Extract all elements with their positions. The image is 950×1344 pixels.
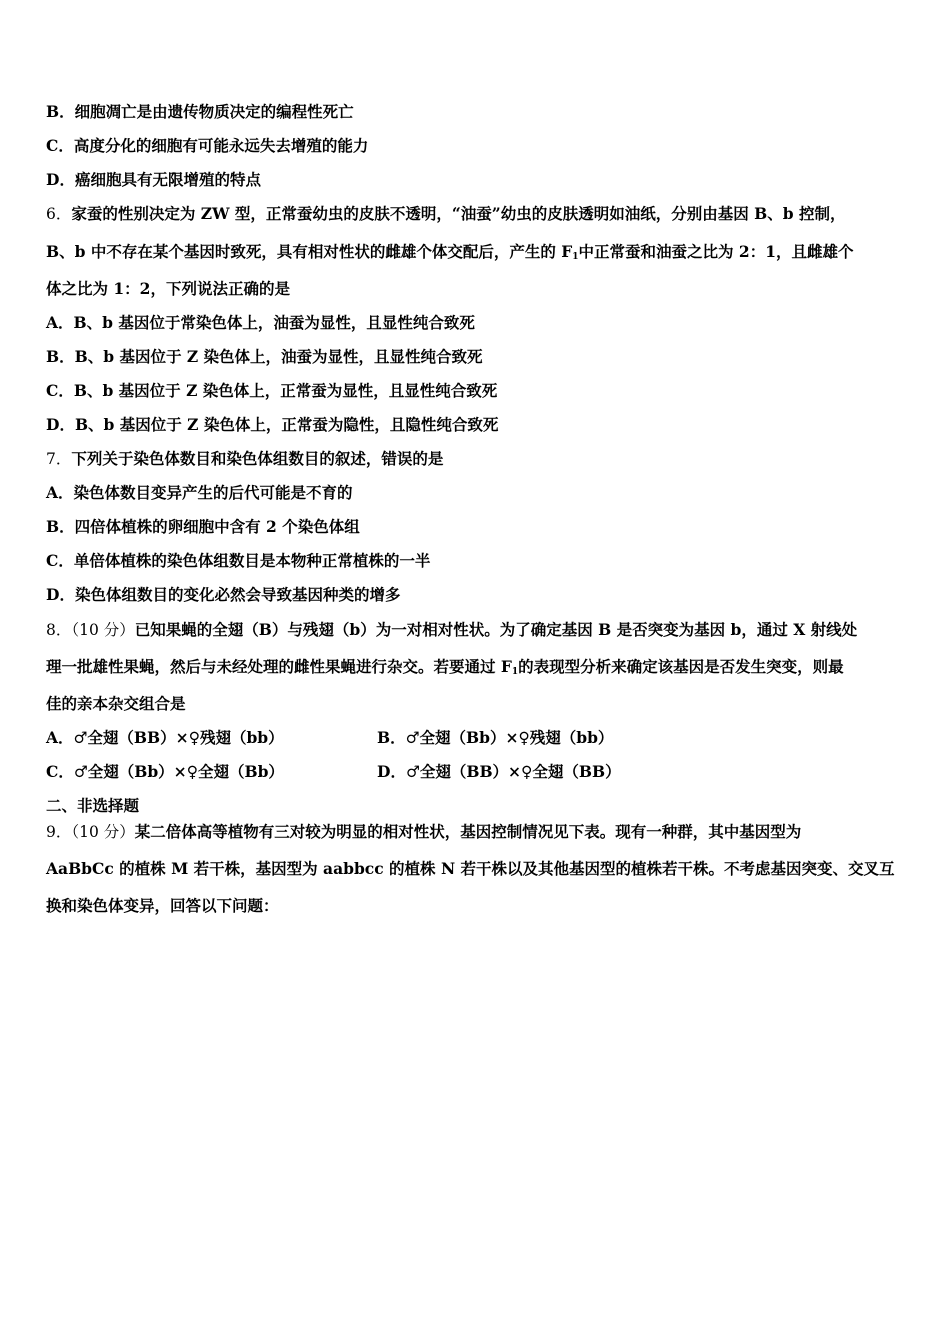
question-number: 9．（10 分） — [46, 823, 135, 841]
option-letter: D． — [46, 415, 75, 434]
option-letter: C． — [46, 551, 74, 570]
q8-option-d — [377, 761, 621, 783]
q8-options-row2 — [46, 761, 906, 783]
option-letter: A． — [46, 483, 74, 502]
q5-option-d — [46, 169, 261, 191]
q8-stem-text: 已知果蝇的全翅（B）与残翅（b）为一对相对性状。为了确定基因 B 是否突变为基因 b，通过 X 射线处 — [134, 620, 858, 639]
q9-stem-text: AaBbCc 的植株 M 若干株，基因型为 aabbcc 的植株 N 若干株以及其他基因型的植株若干株。不考虑基因突变、交叉互 — [46, 859, 895, 878]
q6-option-d — [46, 414, 498, 436]
q8-option-b — [377, 727, 613, 749]
q8-stem-text: 佳的亲本杂交组合是 — [46, 694, 186, 713]
option-letter: B． — [46, 102, 75, 121]
q8-stem-line3 — [46, 693, 186, 715]
option-letter: D． — [46, 170, 75, 189]
option-text: 单倍体植株的染色体组数目是本物种正常植株的一半 — [73, 551, 431, 570]
q7-stem-text: 下列关于染色体数目和染色体组数目的叙述，错误的是 — [71, 449, 444, 468]
option-text: ♂全翅（Bb）×♀残翅（bb） — [405, 728, 614, 747]
option-text: 染色体组数目的变化必然会导致基因种类的增多 — [74, 585, 401, 604]
q6-stem-text: 家蚕的性别决定为 ZW 型，正常蚕幼虫的皮肤不透明，“油蚕”幼虫的皮肤透明如油纸，分别由基因 B、b 控制， — [71, 204, 846, 223]
option-letter: C． — [46, 381, 74, 400]
q7-option-b — [46, 516, 360, 538]
q6-option-a — [46, 312, 475, 334]
q7-option-d — [46, 584, 400, 606]
option-text: ♂全翅（BB）×♀全翅（BB） — [405, 762, 621, 781]
q7-option-c — [46, 550, 430, 572]
question-number: 7． — [46, 450, 72, 468]
q6-stem-line2 — [46, 241, 853, 268]
q8-stem-line1 — [46, 619, 857, 641]
q6-option-b — [46, 346, 483, 368]
option-letter: D． — [46, 585, 75, 604]
option-letter: C． — [46, 136, 74, 155]
subscript: 1 — [511, 667, 519, 677]
option-text: 细胞凋亡是由遗传物质决定的编程性死亡 — [74, 102, 354, 121]
option-text: ♂全翅（BB）×♀残翅（bb） — [73, 728, 284, 747]
option-text: 高度分化的细胞有可能永远失去增殖的能力 — [73, 136, 369, 155]
question-number: 8．（10 分） — [46, 621, 135, 639]
q9-stem-text: 换和染色体变异，回答以下问题： — [46, 896, 279, 915]
section-heading: 二、非选择题 — [46, 796, 140, 815]
q9-stem-line1 — [46, 821, 801, 843]
option-letter: B． — [46, 347, 75, 366]
option-text: 染色体数目变异产生的后代可能是不育的 — [73, 483, 353, 502]
subscript: 1 — [572, 252, 579, 262]
option-letter: A． — [46, 728, 74, 747]
q9-stem-line3 — [46, 895, 279, 917]
q8-stem-text: 理一批雄性果蝇，然后与未经处理的雌性果蝇进行杂交。若要通过 F — [46, 657, 512, 676]
option-text: B、b 基因位于常染色体上，油蚕为显性，且显性纯合致死 — [73, 313, 475, 332]
option-letter: A． — [46, 313, 74, 332]
q8-stem-text: 的表现型分析来确定该基因是否发生突变，则最 — [518, 657, 844, 676]
q6-stem-text: B、b 中不存在某个基因时致死，具有相对性状的雌雄个体交配后，产生的 F — [46, 242, 573, 261]
option-letter: B． — [377, 728, 406, 747]
q9-stem-line2 — [46, 858, 895, 880]
q9-stem-text: 某二倍体高等植物有三对较为明显的相对性状，基因控制情况见下表。现有一种群，其中基因型为 — [134, 822, 802, 841]
q6-stem-line3 — [46, 278, 290, 300]
q6-stem-line1 — [46, 203, 845, 225]
q5-option-c — [46, 135, 368, 157]
option-text: B、b 基因位于 Z 染色体上，正常蚕为显性，且显性纯合致死 — [73, 381, 498, 400]
q7-option-a — [46, 482, 353, 504]
q8-options-row1 — [46, 727, 906, 749]
q8-stem-line2 — [46, 656, 844, 683]
option-letter: B． — [46, 517, 75, 536]
q5-option-b — [46, 101, 354, 123]
question-number: 6． — [46, 205, 72, 223]
q6-option-c — [46, 380, 497, 402]
q7-stem — [46, 448, 443, 470]
option-text: B、b 基因位于 Z 染色体上，正常蚕为隐性，且隐性纯合致死 — [74, 415, 499, 434]
option-text: ♂全翅（Bb）×♀全翅（Bb） — [73, 762, 284, 781]
q6-stem-text: 中正常蚕和油蚕之比为 2：1，且雌雄个 — [578, 242, 854, 261]
q6-stem-text: 体之比为 1：2，下列说法正确的是 — [46, 279, 290, 298]
option-letter: C． — [46, 762, 74, 781]
option-text: 癌细胞具有无限增殖的特点 — [74, 170, 261, 189]
option-letter: D． — [377, 762, 406, 781]
option-text: 四倍体植株的卵细胞中含有 2 个染色体组 — [74, 517, 360, 536]
option-text: B、b 基因位于 Z 染色体上，油蚕为显性，且显性纯合致死 — [74, 347, 483, 366]
